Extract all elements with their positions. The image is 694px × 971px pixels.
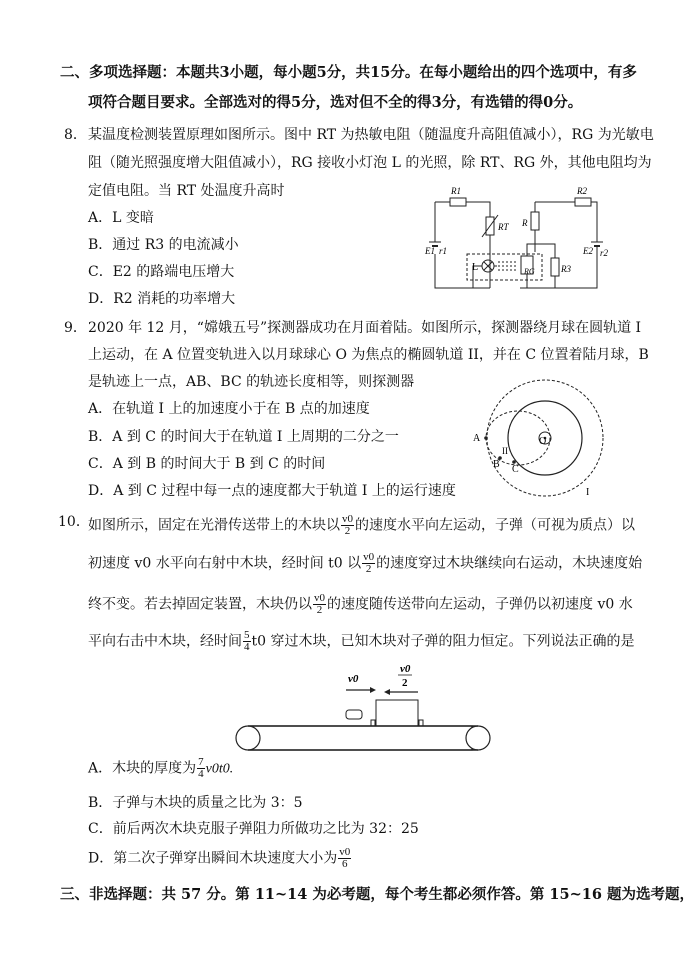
q10-line2: 初速度 v0 水平向右射中木块，经时间 t0 以 $\frac{v0}{2}$ 的速度穿过木块继续向右运动，木块速度始	[88, 551, 643, 575]
label-rg: RG	[524, 267, 535, 276]
label-v0: v0	[348, 673, 359, 685]
label-center-o: O	[539, 436, 547, 447]
q9-number: 9．	[64, 320, 87, 336]
label-orbit-i: I	[586, 487, 590, 498]
label-r1: R1	[451, 186, 461, 196]
q10-line1: 如图所示，固定在光滑传送带上的木块以 $\frac{v0}{2}$ 的速度水平向左运动，子弹（可视为质点）以	[88, 513, 635, 537]
q10-option-a: A．木块的厚度为 $\frac{7}{4}$ v0t0.	[88, 756, 234, 780]
q8-option-c: C．E2 的路端电压增大	[88, 264, 235, 280]
label-r2-internal: r2	[600, 248, 609, 258]
section2-header-line1: 二、多项选择题：本题共3小题，每小题5分，共15分。在每小题给出的四个选项中，有多	[60, 64, 637, 81]
label-orbit-ii: II	[502, 446, 508, 456]
q8-option-a: A．L 变暗	[88, 210, 154, 226]
q10-option-c: C．前后两次木块克服子弹阻力所做功之比为 32：25	[88, 821, 419, 837]
label-point-a: A	[473, 433, 481, 444]
label-rt: RT	[498, 222, 509, 232]
label-r3: R3	[561, 264, 571, 274]
q10-option-d: D．第二次子弹穿出瞬间木块速度大小为 $\frac{v0}{6}$	[88, 846, 351, 870]
label-r2: R2	[577, 186, 587, 196]
q8-number: 8．	[64, 127, 87, 143]
q9-option-a: A．在轨道 I 上的加速度小于在 B 点的加速度	[88, 401, 370, 417]
q8-option-b: B．通过 R3 的电流减小	[88, 237, 239, 253]
q9-line2: 上运动，在 A 位置变轨进入以月球球心 O 为焦点的椭圆轨道 II，并在 C 位置着陆月球，B	[88, 347, 649, 363]
label-e1: E1	[425, 246, 435, 256]
label-point-b: B	[493, 459, 500, 470]
q9-line1: 2020 年 12 月，“嫦娥五号”探测器成功在月面着陆。如图所示，探测器绕月球在圆轨道 I	[88, 320, 642, 336]
q8-circuit-diagram	[425, 182, 609, 294]
label-e2: E2	[583, 246, 593, 256]
q9-option-b: B．A 到 C 的时间大于在轨道 I 上周期的二分之一	[88, 429, 399, 445]
q9-line3: 是轨迹上一点，AB、BC 的轨迹长度相等，则探测器	[88, 374, 415, 390]
q10-line4: 平向右击中木块，经时间 $\frac{5}{4}$ t0 穿过木块，已知木块对子弹的阻力恒定。下列说法正确的是	[88, 629, 635, 653]
q8-line1: 某温度检测装置原理如图所示。图中 RT 为热敏电阻（随温度升高阻值减小），RG 为光敏电	[88, 127, 654, 143]
q10-option-b: B．子弹与木块的质量之比为 3：5	[88, 795, 303, 811]
q9-orbit-diagram	[466, 378, 616, 500]
q8-option-d: D．R2 消耗的功率增大	[88, 291, 236, 307]
label-v0-half-den: 2	[402, 677, 408, 689]
section2-header-line2: 项符合题目要求。全部选对的得5分，选对但不全的得3分，有选错的得0分。	[88, 94, 583, 111]
section3-header: 三、非选择题：共 57 分。第 11~14 为必考题，每个考生都必须作答。第 15~16 题为选考题，	[60, 886, 694, 903]
q10-line3: 终不变。若去掉固定装置，木块仍以 $\frac{v0}{2}$ 的速度随传送带向左运动，子弹仍以初速度 v0 水	[88, 592, 633, 616]
q8-line2: 阻（随光照强度增大阻值减小），RG 接收小灯泡 L 的光照，除 RT、RG 外，其他电阻均为	[88, 155, 652, 171]
label-lamp: L	[472, 262, 479, 273]
label-r1-internal: r1	[439, 246, 448, 256]
q8-line3: 定值电阻。当 RT 处温度升高时	[88, 183, 285, 199]
q9-option-d: D．A 到 C 过程中每一点的速度都大于轨道 I 上的运行速度	[88, 483, 456, 499]
q9-option-c: C．A 到 B 的时间大于 B 到 C 的时间	[88, 456, 326, 472]
q10-conveyor-diagram	[230, 660, 496, 758]
q10-number: 10．	[58, 514, 90, 530]
label-point-c: C	[512, 464, 519, 475]
label-r: R	[522, 218, 528, 228]
label-v0-half-num: v0	[400, 663, 411, 675]
